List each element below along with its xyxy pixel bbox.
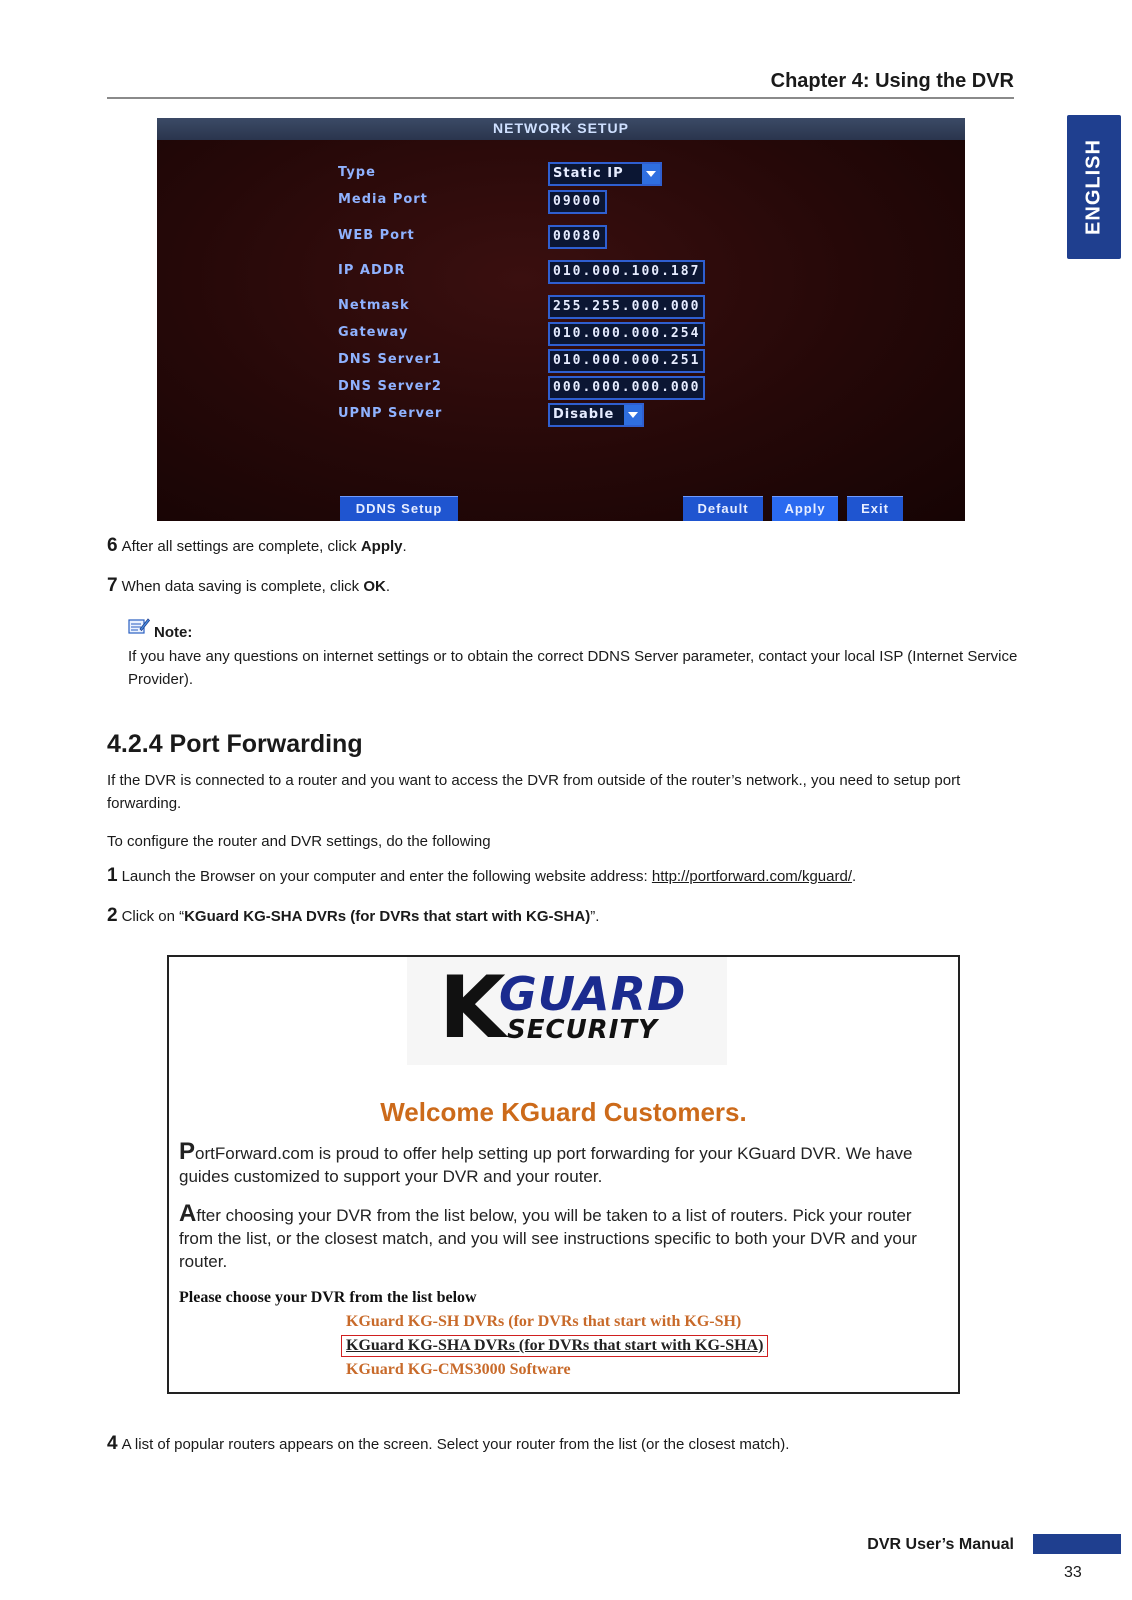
dvr-label-gateway: Gateway bbox=[338, 325, 409, 340]
default-button[interactable]: Default bbox=[683, 496, 763, 521]
step-text-end: . bbox=[402, 538, 407, 555]
dvr-field-gateway[interactable]: 010.000.000.254 bbox=[548, 322, 705, 346]
section-title: 4.2.4 Port Forwarding bbox=[107, 730, 363, 758]
paragraph-text: fter choosing your DVR from the list below, you will be taken to a list of routers. Pick your router from the list, or the closest match, and you will see instructions specific to both your DVR and your router. bbox=[179, 1206, 917, 1271]
dvr-field-ip-addr[interactable]: 010.000.100.187 bbox=[548, 260, 705, 284]
instructions-paragraph bbox=[179, 1202, 939, 1273]
drop-cap: A bbox=[179, 1200, 197, 1227]
step-text-end: . bbox=[851, 868, 857, 885]
dvr-select-type-value: Static IP bbox=[553, 166, 624, 181]
welcome-heading: Welcome KGuard Customers. bbox=[380, 1097, 747, 1127]
ddns-setup-button[interactable]: DDNS Setup bbox=[340, 496, 458, 521]
drop-cap: P bbox=[179, 1138, 196, 1165]
step-4 bbox=[107, 1433, 789, 1455]
section-intro: If the DVR is connected to a router and you want to access the DVR from outside of the router’s network., you need to setup port forwarding. bbox=[107, 772, 961, 812]
configure-text: To configure the router and DVR settings, do the following bbox=[107, 833, 491, 850]
dvr-field-web-port[interactable]: 00080 bbox=[548, 225, 607, 249]
step-bold: OK bbox=[363, 578, 386, 595]
dvr-label-dns-server2: DNS Server2 bbox=[338, 379, 442, 394]
dvr-label-ip-addr: IP ADDR bbox=[338, 263, 406, 278]
dvr-network-setup-screen bbox=[157, 118, 965, 521]
step-text: A list of popular routers appears on the screen. Select your router from the list (or the closest match). bbox=[121, 1436, 790, 1453]
note-icon bbox=[128, 617, 150, 635]
chevron-down-icon bbox=[624, 405, 642, 425]
paragraph-text: ortForward.com is proud to offer help setting up port forwarding for your KGuard DVR. We have guides customized to support your DVR and your router. bbox=[179, 1144, 913, 1186]
note-label: Note: bbox=[154, 624, 193, 641]
step-text: Click on “ bbox=[121, 908, 185, 925]
step-text: Launch the Browser on your computer and enter the following website address: bbox=[121, 868, 652, 885]
note-text: If you have any questions on internet settings or to obtain the correct DDNS Server parameter, contact your local ISP (Internet Service Provider). bbox=[128, 648, 1018, 688]
dvr-field-media-port[interactable]: 09000 bbox=[548, 190, 607, 214]
link-kg-cms3000[interactable]: KGuard KG-CMS3000 Software bbox=[346, 1361, 571, 1378]
dvr-label-netmask: Netmask bbox=[338, 298, 410, 313]
step-text: After all settings are complete, click bbox=[121, 538, 361, 555]
dvr-label-web-port: WEB Port bbox=[338, 228, 415, 243]
dvr-select-upnp-server[interactable] bbox=[548, 403, 644, 427]
kguard-logo bbox=[407, 957, 727, 1065]
footer-bar bbox=[1033, 1534, 1121, 1554]
page-number: 33 bbox=[1064, 1564, 1082, 1581]
header-rule bbox=[107, 97, 1014, 99]
step-text: When data saving is complete, click bbox=[121, 578, 364, 595]
step-bold: KGuard KG-SHA DVRs (for DVRs that start with KG-SHA) bbox=[184, 908, 591, 925]
dvr-select-type[interactable] bbox=[548, 162, 662, 186]
step-number: 6 bbox=[107, 535, 118, 556]
choose-dvr-heading: Please choose your DVR from the list below bbox=[179, 1289, 477, 1306]
step-7 bbox=[107, 575, 390, 597]
language-tab-label: ENGLISH bbox=[1082, 139, 1105, 235]
dvr-select-upnp-value: Disable bbox=[553, 407, 615, 422]
link-kg-sha[interactable]: KGuard KG-SHA DVRs (for DVRs that start with KG-SHA) bbox=[341, 1335, 768, 1357]
dvr-label-dns-server1: DNS Server1 bbox=[338, 352, 442, 367]
link-kg-sh[interactable]: KGuard KG-SH DVRs (for DVRs that start with KG-SH) bbox=[346, 1313, 742, 1330]
step-number: 1 bbox=[107, 865, 118, 886]
logo-guard: GUARD bbox=[499, 967, 687, 1021]
dvr-field-dns-server2[interactable]: 000.000.000.000 bbox=[548, 376, 705, 400]
step-number: 7 bbox=[107, 575, 118, 596]
dvr-field-dns-server1[interactable]: 010.000.000.251 bbox=[548, 349, 705, 373]
step-number: 2 bbox=[107, 905, 118, 926]
logo-security: SECURITY bbox=[507, 1015, 658, 1045]
chevron-down-icon bbox=[642, 164, 660, 184]
footer-manual-title: DVR User’s Manual bbox=[867, 1536, 1014, 1553]
chapter-title: Chapter 4: Using the DVR bbox=[770, 70, 1014, 92]
step-1 bbox=[107, 865, 856, 887]
step-text-end: . bbox=[385, 578, 391, 595]
step-number: 4 bbox=[107, 1433, 118, 1454]
intro-paragraph bbox=[179, 1140, 939, 1188]
step-text-end: ”. bbox=[590, 908, 600, 925]
step-6 bbox=[107, 535, 407, 557]
dvr-label-type: Type bbox=[338, 165, 376, 180]
dvr-label-media-port: Media Port bbox=[338, 192, 428, 207]
dvr-field-netmask[interactable]: 255.255.000.000 bbox=[548, 295, 705, 319]
logo-k: K bbox=[439, 958, 506, 1058]
exit-button[interactable]: Exit bbox=[847, 496, 903, 521]
dvr-label-upnp-server: UPNP Server bbox=[338, 406, 443, 421]
apply-button[interactable]: Apply bbox=[772, 496, 838, 521]
language-tab bbox=[1067, 115, 1121, 259]
step-2 bbox=[107, 905, 599, 927]
dvr-screen-title: NETWORK SETUP bbox=[493, 120, 629, 136]
portforward-link[interactable]: http://portforward.com/kguard/ bbox=[651, 868, 852, 885]
step-bold: Apply bbox=[360, 538, 403, 555]
kguard-web-screenshot bbox=[167, 955, 960, 1394]
